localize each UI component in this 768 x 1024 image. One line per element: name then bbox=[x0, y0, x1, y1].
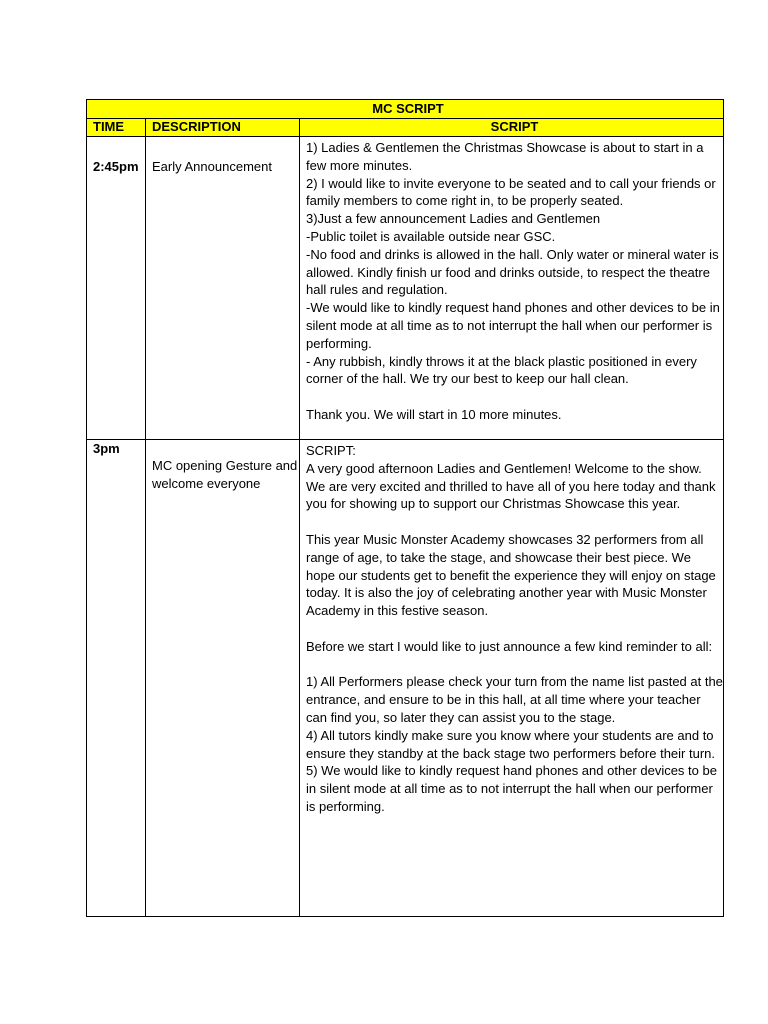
title-row bbox=[87, 100, 724, 119]
header-row bbox=[87, 119, 724, 137]
header-description: DESCRIPTION bbox=[146, 119, 300, 137]
blank-line bbox=[306, 656, 723, 674]
script-paragraph: -No food and drinks is allowed in the hall. Only water or mineral water is allowed. Kindly finish ur food and drinks outside, to respect the theatre hall rules and regulation. bbox=[306, 246, 719, 298]
blank-line bbox=[306, 620, 723, 638]
header-time: TIME bbox=[87, 119, 146, 137]
table-title: MC SCRIPT bbox=[87, 100, 724, 119]
mc-script-table bbox=[86, 99, 724, 917]
script-paragraph: 2) I would like to invite everyone to be seated and to call your friends or family members to come right in, to be properly seated. bbox=[306, 175, 716, 209]
script-cell bbox=[300, 137, 724, 440]
script-paragraph: 5) We would like to kindly request hand phones and other devices to be in silent mode at all time as to not interrupt the hall when our performer is performing. bbox=[306, 763, 717, 814]
time-cell: 2:45pm bbox=[87, 137, 146, 440]
script-paragraph: This year Music Monster Academy showcases 32 performers from all range of age, to take the stage, and showcase their best piece. We hope our students get to benefit the experience they will enjoy on stage today. It is also the joy of celebrating another year with Music Monster Academy in this festive season. bbox=[306, 531, 716, 619]
script-paragraph: Before we start I would like to just announce a few kind reminder to all: bbox=[306, 638, 713, 654]
script-paragraph: - Any rubbish, kindly throws it at the black plastic positioned in every corner of the hall. We try our best to keep our hall clean. bbox=[306, 353, 697, 387]
blank-line bbox=[306, 388, 723, 406]
time-cell: 3pm bbox=[87, 440, 146, 917]
script-paragraph: 3)Just a few announcement Ladies and Gentlemen bbox=[306, 211, 601, 227]
script-cell bbox=[300, 440, 724, 917]
script-paragraph: 1) All Performers please check your turn from the name list pasted at the entrance, and ensure to be in this hall, at all time where your teacher can find you, so later they can assist you to the stage. bbox=[306, 674, 723, 725]
script-paragraph: -We would like to kindly request hand phones and other devices to be in silent mode at all time as to not interrupt the hall when our performer is performing. bbox=[306, 300, 720, 351]
script-paragraph: 1) Ladies & Gentlemen the Christmas Showcase is about to start in a few more minutes. bbox=[306, 140, 704, 173]
header-script: SCRIPT bbox=[300, 119, 724, 137]
script-paragraph: SCRIPT: bbox=[306, 443, 356, 458]
script-paragraph: -Public toilet is available outside near GSC. bbox=[306, 228, 556, 244]
blank-line bbox=[306, 513, 723, 531]
script-paragraph: A very good afternoon Ladies and Gentlemen! Welcome to the show. We are very excited and thrilled to have all of you here today and thank you for showing up to support our Christmas Showcase this year. bbox=[306, 460, 716, 512]
table-row bbox=[87, 137, 724, 440]
description-cell: MC opening Gesture and welcome everyone bbox=[146, 440, 300, 917]
script-paragraph: Thank you. We will start in 10 more minutes. bbox=[306, 406, 562, 422]
description-cell: Early Announcement bbox=[146, 137, 300, 440]
table-row bbox=[87, 440, 724, 917]
script-paragraph: 4) All tutors kindly make sure you know where your students are and to ensure they standby at the back stage two performers before their turn. bbox=[306, 727, 715, 761]
